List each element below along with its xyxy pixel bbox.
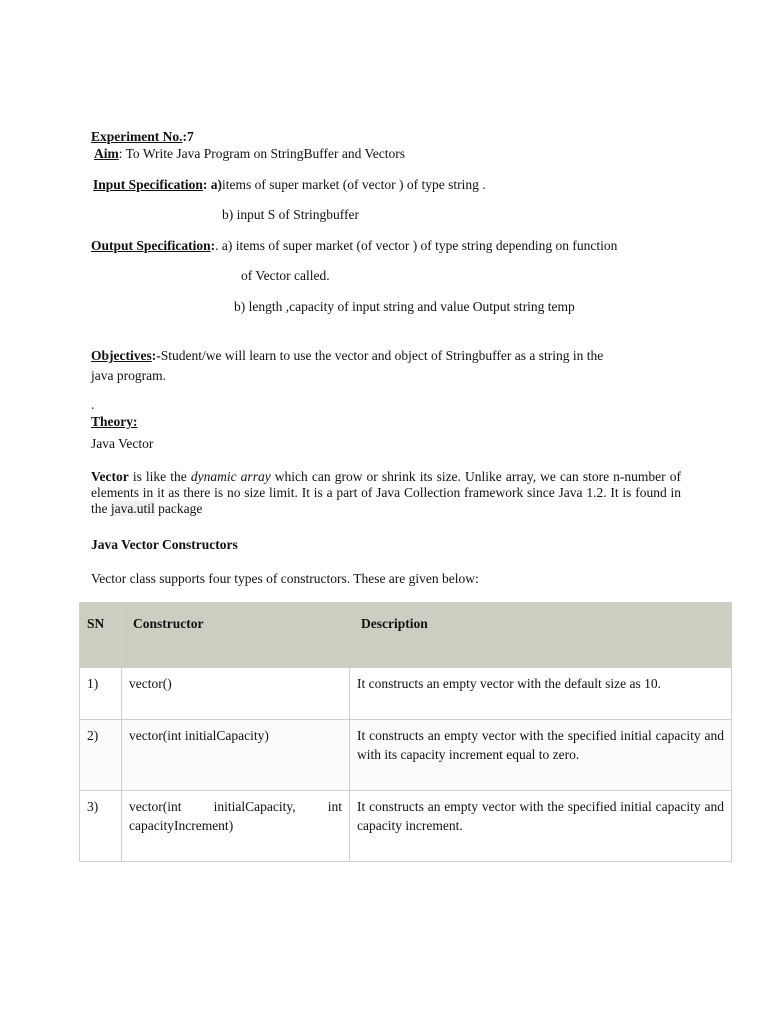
objectives-text1: Student/we will learn to use the vector and object of Stringbuffer as a string in the <box>160 348 604 363</box>
cell-sn: 1) <box>80 668 122 720</box>
vector-term: Vector <box>91 469 129 484</box>
java-util-code: java.util <box>110 501 155 516</box>
header-sn: SN <box>80 603 122 668</box>
cell-description: It constructs an empty vector with the specified initial capacity and with its capacity increment equal to zero. <box>350 720 732 791</box>
objectives-label: Objectives <box>91 348 152 363</box>
table-row <box>80 668 732 720</box>
experiment-label: Experiment No. <box>91 129 183 144</box>
cell-constructor: vector(int initialCapacity) <box>122 720 350 791</box>
header-constructor: Constructor <box>122 603 350 668</box>
theory-subheading: Java Vector <box>91 436 154 451</box>
para-text-3: package <box>154 501 203 516</box>
output-spec-label: Output Specification <box>91 238 211 253</box>
cell-description: It constructs an empty vector with the default size as 10. <box>350 668 732 720</box>
constructors-table <box>79 602 732 862</box>
input-spec-sep: : a) <box>202 177 223 192</box>
constructors-intro: Vector class supports four types of constructors. These are given below: <box>91 571 479 586</box>
objectives-sep: :- <box>151 348 161 363</box>
output-spec-line-a <box>91 237 617 254</box>
table-header-row <box>80 603 732 668</box>
objectives-text2: java program. <box>91 368 166 383</box>
output-spec-b: b) length ,capacity of input string and value Output string temp <box>234 299 575 314</box>
constructors-heading: Java Vector Constructors <box>91 537 238 552</box>
stray-dot: . <box>91 397 95 412</box>
para-text-2: which can grow or shrink its size. Unlike array, we can store n-number of elements in it as there is no size limit. It is a part of Java Collection framework since Java 1.2. It is found in the <box>91 469 681 516</box>
cell-sn: 3) <box>80 791 122 862</box>
output-spec-a: . a) items of super market (of vector ) of type string depending on function <box>215 238 618 253</box>
para-text-1: is like the <box>128 469 191 484</box>
cell-constructor: vector() <box>122 668 350 720</box>
theory-heading: Theory: <box>91 414 138 429</box>
vector-paragraph <box>91 469 681 517</box>
experiment-line <box>91 128 194 145</box>
output-spec-sep: : <box>210 238 216 253</box>
input-spec-label: Input Specification <box>93 177 203 192</box>
output-spec-a2: of Vector called. <box>241 268 330 283</box>
cell-sn: 2) <box>80 720 122 791</box>
input-spec-a: items of super market (of vector ) of type string . <box>222 177 486 192</box>
objectives-line <box>91 347 603 364</box>
dynamic-array-term: dynamic array <box>190 469 271 484</box>
table-row <box>80 720 732 791</box>
input-spec-b: b) input S of Stringbuffer <box>222 207 359 222</box>
aim-text: : To Write Java Program on StringBuffer and Vectors <box>118 146 405 161</box>
table-row <box>80 791 732 862</box>
aim-label: Aim <box>94 146 119 161</box>
cell-description: It constructs an empty vector with the specified initial capacity and capacity increment. <box>350 791 732 862</box>
input-spec-line-a <box>93 176 486 193</box>
aim-line <box>94 145 405 162</box>
cell-constructor: vector(int initialCapacity, int capacityIncrement) <box>122 791 350 862</box>
experiment-number: :7 <box>182 129 194 144</box>
header-description: Description <box>350 603 732 668</box>
